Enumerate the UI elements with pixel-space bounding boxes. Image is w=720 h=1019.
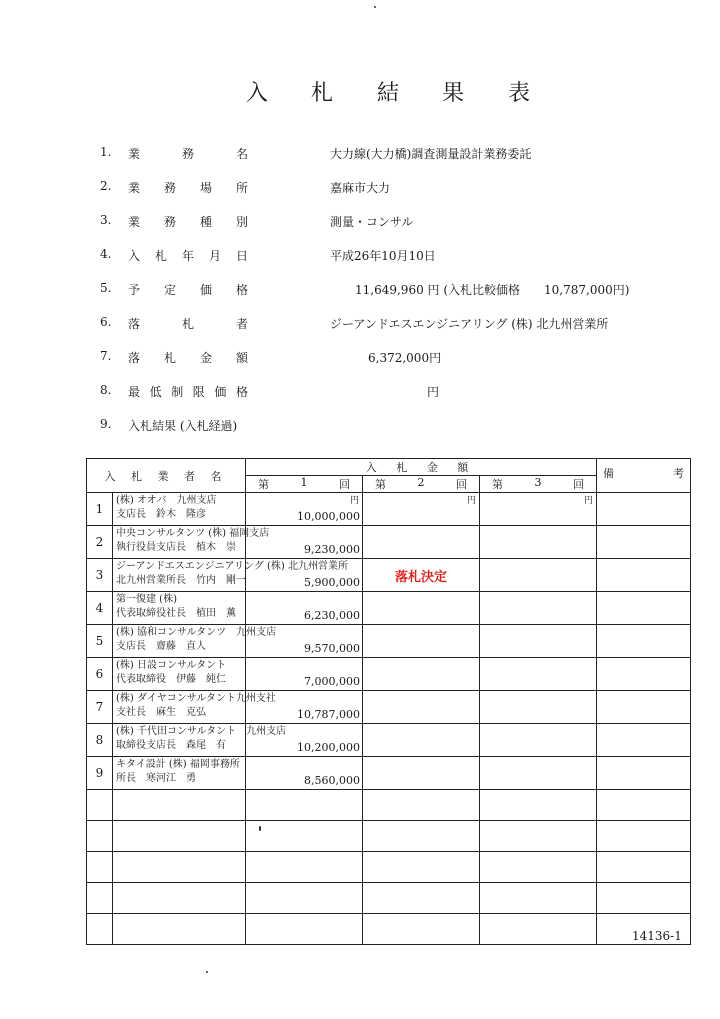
round-3-amount [480,757,597,790]
round-1-amount: 5,900,000 [246,559,363,592]
scan-speck [259,826,261,831]
row-index: 9 [87,757,113,790]
bid-row [87,493,691,526]
row-index: 2 [87,526,113,559]
empty-row [87,852,691,883]
bidder-name: キタイ設計 (株) 福岡事務所 所長 寒河江 勇 [113,757,246,790]
row-index: 6 [87,658,113,691]
round-1-amount: 9,570,000 [246,625,363,658]
item-number: 8. [100,383,112,397]
item-number: 1. [100,145,112,159]
bidder-name: (株) オオバ 九州支店 支店長 鈴木 隆彦 [113,493,246,526]
round-1-amount: 8,560,000 [246,757,363,790]
bid-row [87,625,691,658]
item-value: 平成26年10月10日 [330,249,436,263]
item-number: 2. [100,179,112,193]
item-number: 9. [100,417,112,431]
scan-speck [206,971,208,973]
bid-results-table [86,458,691,945]
round-2-amount [363,658,480,691]
round-1-amount: 10,200,000 [246,724,363,757]
empty-row [87,883,691,914]
bidder-name: (株) ダイヤコンサルタント九州支社 支社長 麻生 克弘 [113,691,246,724]
empty-row [87,790,691,821]
round-1-amount: 9,230,000 [246,526,363,559]
scan-speck [374,6,376,8]
round-2-amount [363,724,480,757]
round-1-amount: 10,787,000 [246,691,363,724]
round-1-header: 第 1 回 [246,476,363,493]
item-work-location [0,179,720,199]
remarks-cell [597,724,691,757]
title-char: 表 [508,81,531,106]
round-2-amount [363,625,480,658]
item-planned-price [0,281,720,301]
round-1-amount: 6,230,000 [246,592,363,625]
item-value: ジーアンドエスエンジニアリング (株) 北九州営業所 [330,317,609,331]
round-2-header: 第 2 回 [363,476,480,493]
bidder-name: (株) 千代田コンサルタント 九州支店 取締役支店長 森尾 有 [113,724,246,757]
remarks-cell [597,559,691,592]
title-char: 結 [377,81,400,106]
item-number: 3. [100,213,112,227]
item-number: 4. [100,247,112,261]
empty-row [87,821,691,852]
bid-row [87,691,691,724]
item-winning-bidder [0,315,720,335]
item-minimum-price [0,383,720,403]
item-number: 5. [100,281,112,295]
row-index: 5 [87,625,113,658]
item-label: 予 定 価 格 [128,283,248,297]
bidder-name: (株) 協和コンサルタンツ 九州支店 支店長 齋藤 直人 [113,625,246,658]
item-work-name [0,145,720,165]
bid-row [87,592,691,625]
round-1-amount: 7,000,000 [246,658,363,691]
item-value: 円 [427,385,440,399]
round-1-amount: 円 10,000,000 [246,493,363,526]
title-char: 果 [442,81,465,106]
round-2-amount [363,559,480,592]
item-value: 6,372,000円 [368,351,442,365]
item-winning-amount [0,349,720,369]
remarks-cell [597,691,691,724]
bid-row [87,724,691,757]
bid-amount-header: 入 札 金 額 [246,459,597,476]
item-value: 11,649,960 円 (入札比較価格 10,787,000円) [355,283,630,297]
remarks-cell [597,658,691,691]
award-decision-label: 落札決定 [395,570,448,585]
item-value: 嘉麻市大力 [330,181,391,195]
remarks-cell [597,493,691,526]
item-work-type [0,213,720,233]
round-3-amount [480,691,597,724]
remarks-header: 備 考 [597,459,691,493]
bidder-name: 中央コンサルタンツ (株) 福岡支店 執行役員支店長 植木 崇 [113,526,246,559]
remarks-cell [597,526,691,559]
row-index: 4 [87,592,113,625]
item-bid-results [0,417,720,437]
bid-row [87,526,691,559]
bidder-name: ジーアンドエスエンジニアリング (株) 北九州営業所 北九州営業所長 竹内 剛一 [113,559,246,592]
bidder-name-header: 入 札 業 者 名 [87,459,246,493]
row-index: 8 [87,724,113,757]
item-label: 落 札 金 額 [128,351,248,365]
row-index: 1 [87,493,113,526]
item-label: 落 札 者 [128,317,248,331]
round-3-amount [480,559,597,592]
item-bid-date [0,247,720,267]
item-label: 業 務 名 [128,147,248,161]
bidder-name: 第一復建 (株) 代表取締役社長 植田 薫 [113,592,246,625]
round-2-amount [363,691,480,724]
remarks-cell [597,757,691,790]
item-value: 測量・コンサル [330,215,414,229]
round-2-amount [363,757,480,790]
item-label: 業 務 種 別 [128,215,248,229]
remarks-cell [597,625,691,658]
item-label: 業 務 場 所 [128,181,248,195]
bid-row [87,658,691,691]
bid-row [87,559,691,592]
empty-row [87,914,691,945]
bidder-name: (株) 日設コンサルタント 代表取締役 伊藤 純仁 [113,658,246,691]
title-char: 入 [246,81,269,106]
round-3-amount [480,592,597,625]
round-3-amount: 円 [480,493,597,526]
round-2-amount: 円 [363,493,480,526]
round-2-amount [363,592,480,625]
round-3-amount [480,658,597,691]
item-label: 入 札 年 月 日 [128,249,248,263]
row-index: 3 [87,559,113,592]
row-index: 7 [87,691,113,724]
item-number: 7. [100,349,112,363]
document-code: 14136-1 [632,929,682,943]
round-3-amount [480,526,597,559]
round-3-header: 第 3 回 [480,476,597,493]
round-3-amount [480,724,597,757]
bid-row [87,757,691,790]
remarks-cell [597,592,691,625]
title-char: 札 [311,81,334,106]
bid-rows [87,493,691,945]
item-label: 最 低 制 限 価 格 [128,385,248,399]
round-3-amount [480,625,597,658]
item-number: 6. [100,315,112,329]
item-value: 大力線(大力橋)調査測量設計業務委託 [330,147,532,161]
item-label: 入札結果 (入札経過) [128,419,238,433]
round-2-amount [363,526,480,559]
